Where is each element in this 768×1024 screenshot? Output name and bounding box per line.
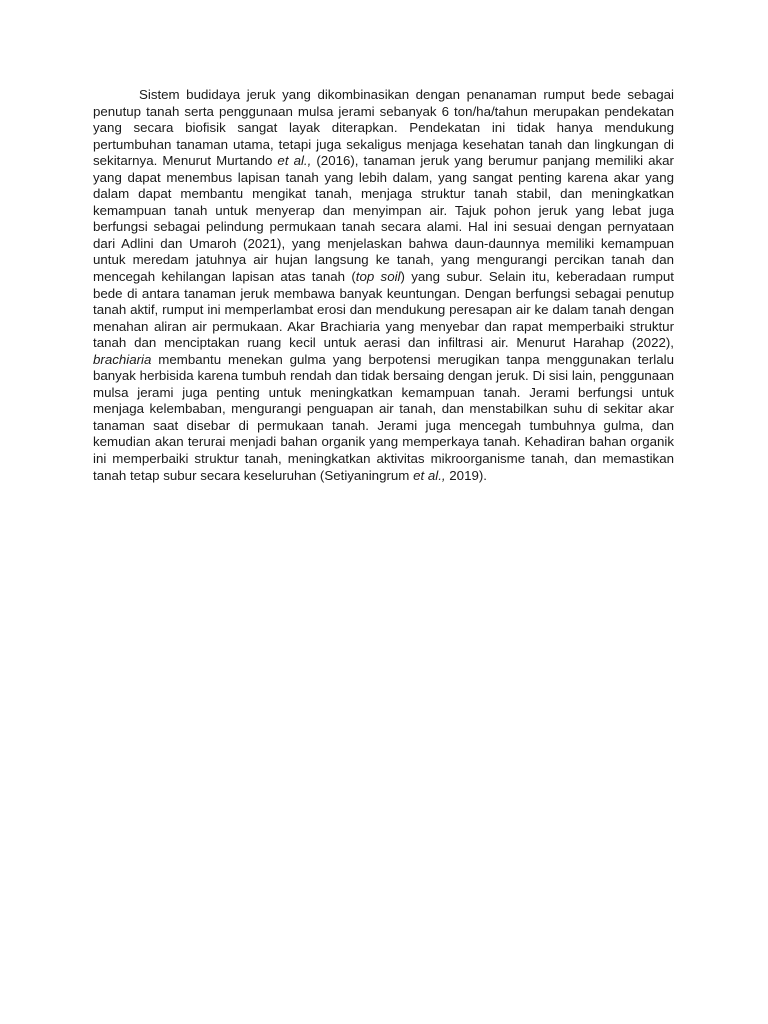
term-brachiaria-italic: brachiaria — [93, 351, 152, 367]
paragraph-text-segment: membantu menekan gulma yang berpotensi merugikan tanpa menggunakan terlalu banyak herbisida karena tumbuh rendah dan tidak bersaing dengan jeruk. Di sisi lain, penggunaan mulsa jerami juga penting untuk meningkatkan kemampuan tanah. Jerami berfungsi untuk menjaga kelembaban, mengurangi penguapan air tanah, dan menstabilkan suhu di sekitar akar tanaman saat disebar di permukaan tanah. Jerami juga mencegah tumbuhnya gulma, dan kemudian akan terurai menjadi bahan organik yang memperkaya tanah. Kehadiran bahan organik ini memperbaiki struktur tanah, meningkatkan aktivitas mikroorganisme tanah, dan memastikan tanah tetap subur secara keseluruhan (Setiyaningrum — [93, 351, 674, 483]
citation-et-al-italic: et al., — [413, 467, 446, 483]
body-paragraph — [93, 87, 674, 484]
paragraph-text-segment: 2019). — [445, 467, 487, 483]
term-top-soil-italic: top soil — [355, 269, 401, 285]
citation-et-al-italic: et al., — [277, 153, 312, 169]
paragraph-text-segment: ) yang subur. Selain itu, keberadaan rumput bede di antara tanaman jeruk membawa banyak keuntungan. Dengan berfungsi sebagai penutup tanah aktif, rumput ini memperlambat erosi dan mendukung peresapan air ke dalam tanah dengan menahan aliran air permukaan. Akar Brachiaria yang menyebar dan rapat memperbaiki struktur tanah dan menciptakan ruang kecil untuk aerasi dan infiltrasi air. Menurut Harahap (2022), — [93, 269, 674, 351]
paragraph-text-segment: Sistem budidaya jeruk yang dikombinasikan dengan penanaman rumput bede sebagai penutup tanah serta penggunaan mulsa jerami sebanyak 6 ton/ha/tahun merupakan pendekatan yang secara biofisik sangat layak diterapkan. Pendekatan ini tidak hanya mendukung pertumbuhan tanaman utama, tetapi juga sekaligus menjaga kesehatan tanah dan lingkungan di sekitarnya. Menurut Murtando — [93, 87, 674, 169]
paragraph-text-segment: (2016), tanaman jeruk yang berumur panjang memiliki akar yang dapat menembus lapisan tanah yang lebih dalam, yang sangat penting karena akar yang dalam dapat membantu mengikat tanah, menjaga struktur tanah stabil, dan meningkatkan kemampuan tanah untuk menyerap dan menyimpan air. Tajuk pohon jeruk yang lebat juga berfungsi sebagai pelindung permukaan tanah secara alami. Hal ini sesuai dengan pernyataan dari Adlini dan Umaroh (2021), yang menjelaskan bahwa daun-daunnya memiliki kemampuan untuk meredam jatuhnya air hujan langsung ke tanah, yang mengurangi percikan tanah dan mencegah kehilangan lapisan atas tanah ( — [93, 153, 674, 285]
